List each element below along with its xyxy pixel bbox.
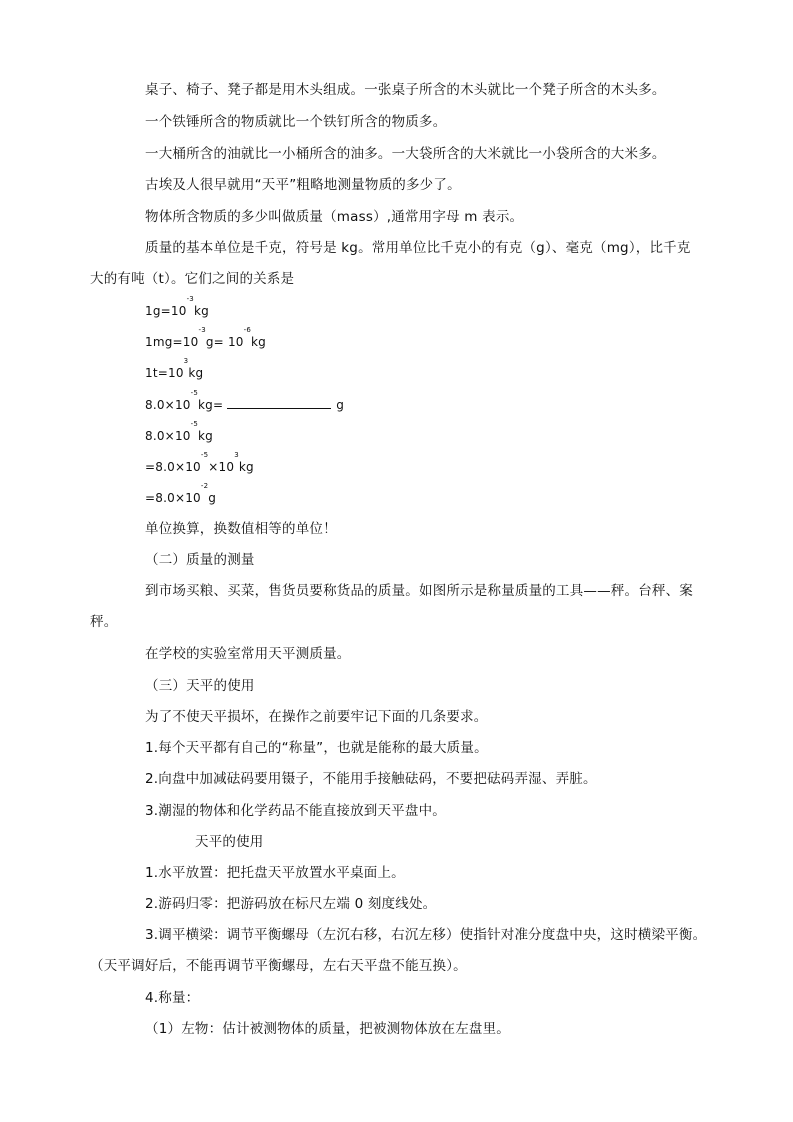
formula-mg-to-kg: $1mg=10^{-3}g= 10^{-6}kg$ xyxy=(145,326,266,349)
paragraph-unit-conversion-note: 单位换算，换数值相等的单位！ xyxy=(145,521,337,537)
paragraph-wood: 桌子、椅子、凳子都是用木头组成。一张桌子所含的木头就比一个凳子所含的木头多。 xyxy=(145,82,666,98)
paragraph-mass-definition: 物体所含物质的多少叫做质量（mass）,通常用字母 m 表示。 xyxy=(145,209,524,225)
step-4: 4.称量： xyxy=(145,990,200,1006)
heading-measurement: （二）质量的测量 xyxy=(145,552,255,568)
paragraph-hammer: 一个铁锤所含的物质就比一个铁钉所含的物质多。 xyxy=(145,114,447,130)
paragraph-units-line2: 大的有吨（t）。它们之间的关系是 xyxy=(90,271,295,287)
formula-step1: $8.0\times 10^{-5}kg$ xyxy=(145,420,213,443)
formula-exercise: $8.0\times 10^{-5}kg= g$ xyxy=(145,389,345,412)
requirement-1: 1.每个天平都有自己的“称量”，也就是能称的最大质量。 xyxy=(145,740,488,756)
step-1: 1.水平放置：把托盘天平放置水平桌面上。 xyxy=(145,865,405,881)
step-4-1: （1）左物：估计被测物体的质量，把被测物体放在左盘里。 xyxy=(145,1021,510,1037)
formula-step3: $=8.0\times 10^{-2}g$ xyxy=(145,482,217,505)
paragraph-egypt: 古埃及人很早就用“天平”粗略地测量物质的多少了。 xyxy=(145,177,461,193)
step-3-line1: 3.调平横梁：调节平衡螺母（左沉右移，右沉左移）使指针对准分度盘中央，这时横梁平衡。 xyxy=(145,927,707,943)
paragraph-market-line1: 到市场买粮、买菜，售货员要称货品的质量。如图所示是称量质量的工具——秤。台秤、案 xyxy=(145,583,693,599)
subheading-balance-steps: 天平的使用 xyxy=(195,834,264,850)
answer-blank xyxy=(227,396,331,409)
heading-balance-use: （三）天平的使用 xyxy=(145,678,255,694)
formula-t-to-kg: $1t=10^3kg$ xyxy=(145,357,204,380)
paragraph-units-line1: 质量的基本单位是千克，符号是 kg。常用单位比千克小的有克（g）、毫克（mg），比千克 xyxy=(145,240,691,256)
paragraph-lab: 在学校的实验室常用天平测质量。 xyxy=(145,646,351,662)
formula-step2: $=8.0\times 10^{-5}\times 10^3kg$ xyxy=(145,451,254,474)
requirement-2: 2.向盘中加减砝码要用镊子，不能用手接触砝码，不要把砝码弄湿、弄脏。 xyxy=(145,771,597,787)
formula-g-to-kg: $1g=10^{-3}kg$ xyxy=(145,295,209,318)
step-2: 2.游码归零：把游码放在标尺左端 0 刻度线处。 xyxy=(145,896,437,912)
paragraph-oil-rice: 一大桶所含的油就比一小桶所含的油多。一大袋所含的大米就比一小袋所含的大米多。 xyxy=(145,146,666,162)
step-3-line2: （天平调好后，不能再调节平衡螺母，左右天平盘不能互换）。 xyxy=(90,958,467,974)
requirement-3: 3.潮湿的物体和化学药品不能直接放到天平盘中。 xyxy=(145,803,446,819)
paragraph-market-line2: 秤。 xyxy=(90,614,118,630)
paragraph-requirements-intro: 为了不使天平损坏，在操作之前要牢记下面的几条要求。 xyxy=(145,709,488,725)
